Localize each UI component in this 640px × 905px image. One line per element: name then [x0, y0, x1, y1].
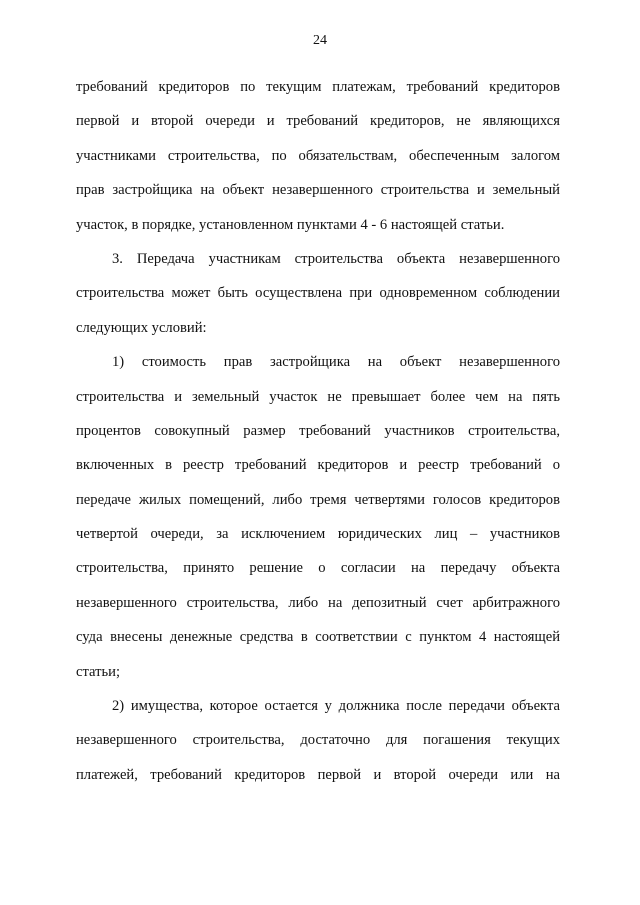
- paragraph: [76, 689, 560, 792]
- page-number: 24: [313, 33, 327, 48]
- text-line: требований кредиторов по текущим платежам, требований кредиторов: [76, 79, 560, 95]
- text-line: статьи;: [76, 663, 121, 680]
- text-line: незавершенного строительства, достаточно для погашения текущих: [76, 732, 560, 749]
- text-line: 1) стоимость прав застройщика на объект незавершенного: [112, 354, 560, 371]
- text-line: строительства может быть осуществлена при одновременном соблюдении: [76, 285, 560, 302]
- text-line: четвертой очереди, за исключением юридических лиц – участников: [76, 526, 560, 543]
- text-line: участниками строительства, по обязательствам, обеспеченным залогом: [76, 147, 560, 164]
- text-line: суда внесены денежные средства в соответствии с пунктом 4 настоящей: [76, 629, 560, 646]
- text-line: 2) имущества, которое остается у должника после передачи объекта: [112, 698, 560, 715]
- text-line: 3. Передача участникам строительства объекта незавершенного: [112, 250, 560, 267]
- paragraph: [76, 242, 560, 345]
- document-body: [76, 70, 560, 792]
- text-line: строительства и земельный участок не превышает более чем на пять: [76, 388, 560, 405]
- text-line: прав застройщика на объект незавершенного строительства и земельный: [76, 182, 560, 199]
- text-line: первой и второй очереди и требований кредиторов, не являющихся: [76, 113, 560, 130]
- text-line: строительства, принято решение о согласии на передачу объекта: [76, 560, 560, 577]
- text-line: незавершенного строительства, либо на депозитный счет арбитражного: [76, 594, 560, 611]
- text-line: включенных в реестр требований кредиторов и реестр требований о: [76, 457, 560, 474]
- paragraph: [76, 70, 560, 242]
- text-line: участок, в порядке, установленном пунктами 4 - 6 настоящей статьи.: [76, 216, 505, 233]
- text-line: платежей, требований кредиторов первой и второй очереди или на: [76, 766, 560, 783]
- text-line: передаче жилых помещений, либо тремя четвертями голосов кредиторов: [76, 491, 560, 508]
- paragraph: [76, 345, 560, 689]
- text-line: процентов совокупный размер требований участников строительства,: [76, 422, 560, 439]
- text-line: следующих условий:: [76, 319, 207, 336]
